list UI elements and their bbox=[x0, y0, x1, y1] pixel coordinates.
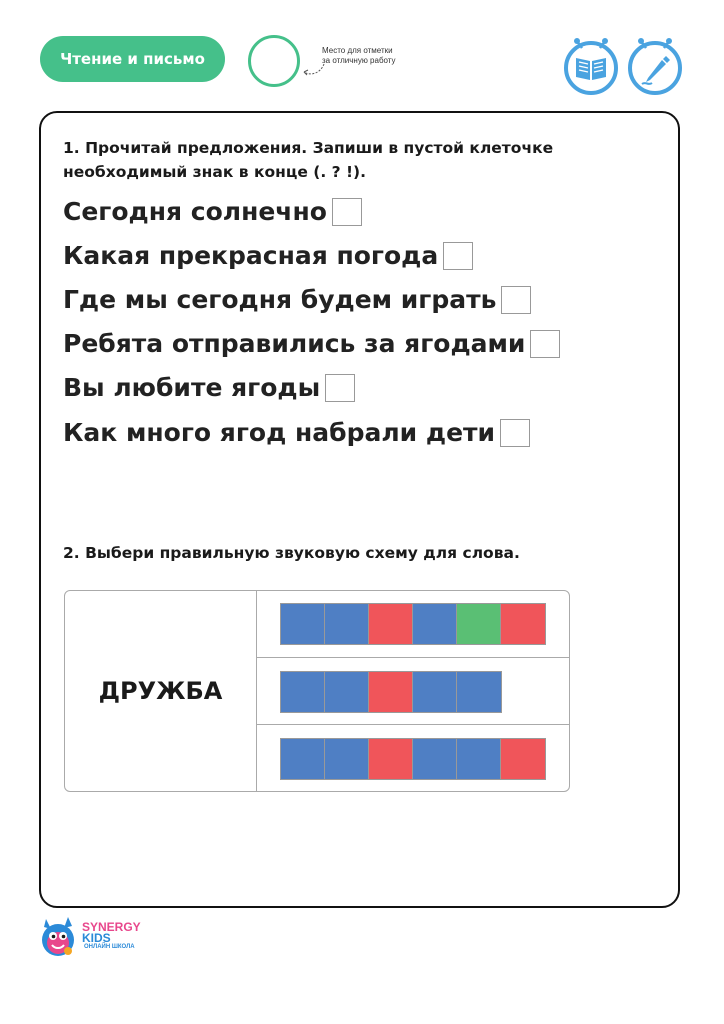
subject-label: Чтение и письмо bbox=[40, 36, 225, 82]
scheme-option-3[interactable] bbox=[280, 738, 546, 780]
sound-square-blue bbox=[325, 604, 369, 644]
task2-title: 2. Выбери правильную звуковую схему для слова. bbox=[63, 544, 520, 562]
sound-square-blue bbox=[457, 672, 501, 712]
sound-square-blue bbox=[413, 672, 457, 712]
grade-mark-circle bbox=[248, 35, 300, 87]
sentence-1-text: Сегодня солнечно bbox=[63, 197, 327, 226]
logo-line3: ОНЛАЙН ШКОЛА bbox=[84, 944, 135, 950]
sound-square-red bbox=[369, 604, 413, 644]
row-divider bbox=[256, 724, 569, 725]
task1-title-line2: необходимый знак в конце (. ? !). bbox=[63, 163, 367, 181]
sentence-2-text: Какая прекрасная погода bbox=[63, 241, 439, 270]
sentence-1-answer-box[interactable] bbox=[332, 198, 362, 226]
logo-text bbox=[82, 922, 141, 950]
sentence-4-answer-box[interactable] bbox=[530, 330, 560, 358]
synergy-kids-logo bbox=[38, 913, 141, 959]
logo-line1: SYNERGY bbox=[82, 920, 141, 934]
sound-square-red bbox=[369, 672, 413, 712]
sentence-4-text: Ребята отправились за ягодами bbox=[63, 329, 526, 358]
sound-square-green bbox=[457, 604, 501, 644]
scheme-option-2[interactable] bbox=[280, 671, 502, 713]
sentence-6-text: Как много ягод набрали дети bbox=[63, 418, 496, 447]
sound-square-red bbox=[501, 604, 545, 644]
sentence-6-answer-box[interactable] bbox=[500, 419, 530, 447]
grade-mark-note bbox=[322, 46, 396, 66]
row-divider bbox=[256, 657, 569, 658]
sound-square-red bbox=[501, 739, 545, 779]
sound-square-red bbox=[369, 739, 413, 779]
sentence-4 bbox=[63, 329, 560, 359]
logo-line2: KIDS bbox=[82, 931, 111, 945]
sound-scheme-table bbox=[64, 590, 570, 792]
sentence-5-text: Вы любите ягоды bbox=[63, 373, 321, 402]
sound-square-blue bbox=[457, 739, 501, 779]
sentence-6 bbox=[63, 418, 530, 448]
sound-square-blue bbox=[413, 739, 457, 779]
sound-square-blue bbox=[325, 672, 369, 712]
mascot-icon bbox=[38, 913, 78, 959]
scheme-word: ДРУЖБА bbox=[65, 591, 257, 791]
sentence-3-text: Где мы сегодня будем играть bbox=[63, 285, 497, 314]
sound-square-blue bbox=[325, 739, 369, 779]
sound-square-blue bbox=[281, 739, 325, 779]
sentence-5 bbox=[63, 373, 355, 403]
sentence-3-answer-box[interactable] bbox=[501, 286, 531, 314]
sound-square-blue bbox=[413, 604, 457, 644]
sentence-3 bbox=[63, 285, 531, 315]
book-icon bbox=[562, 36, 620, 96]
sentence-2-answer-box[interactable] bbox=[443, 242, 473, 270]
sentence-2 bbox=[63, 241, 473, 271]
sound-square-blue bbox=[281, 672, 325, 712]
scheme-option-1[interactable] bbox=[280, 603, 546, 645]
task1-title-line1: 1. Прочитай предложения. Запиши в пустой клеточке bbox=[63, 139, 554, 157]
sentence-1 bbox=[63, 197, 362, 227]
sound-square-blue bbox=[281, 604, 325, 644]
sentence-5-answer-box[interactable] bbox=[325, 374, 355, 402]
task1-title bbox=[63, 136, 553, 184]
pencil-icon bbox=[626, 36, 684, 96]
grade-mark-note-line2: за отличную работу bbox=[322, 56, 396, 65]
grade-mark-note-line1: Место для отметки bbox=[322, 46, 393, 55]
